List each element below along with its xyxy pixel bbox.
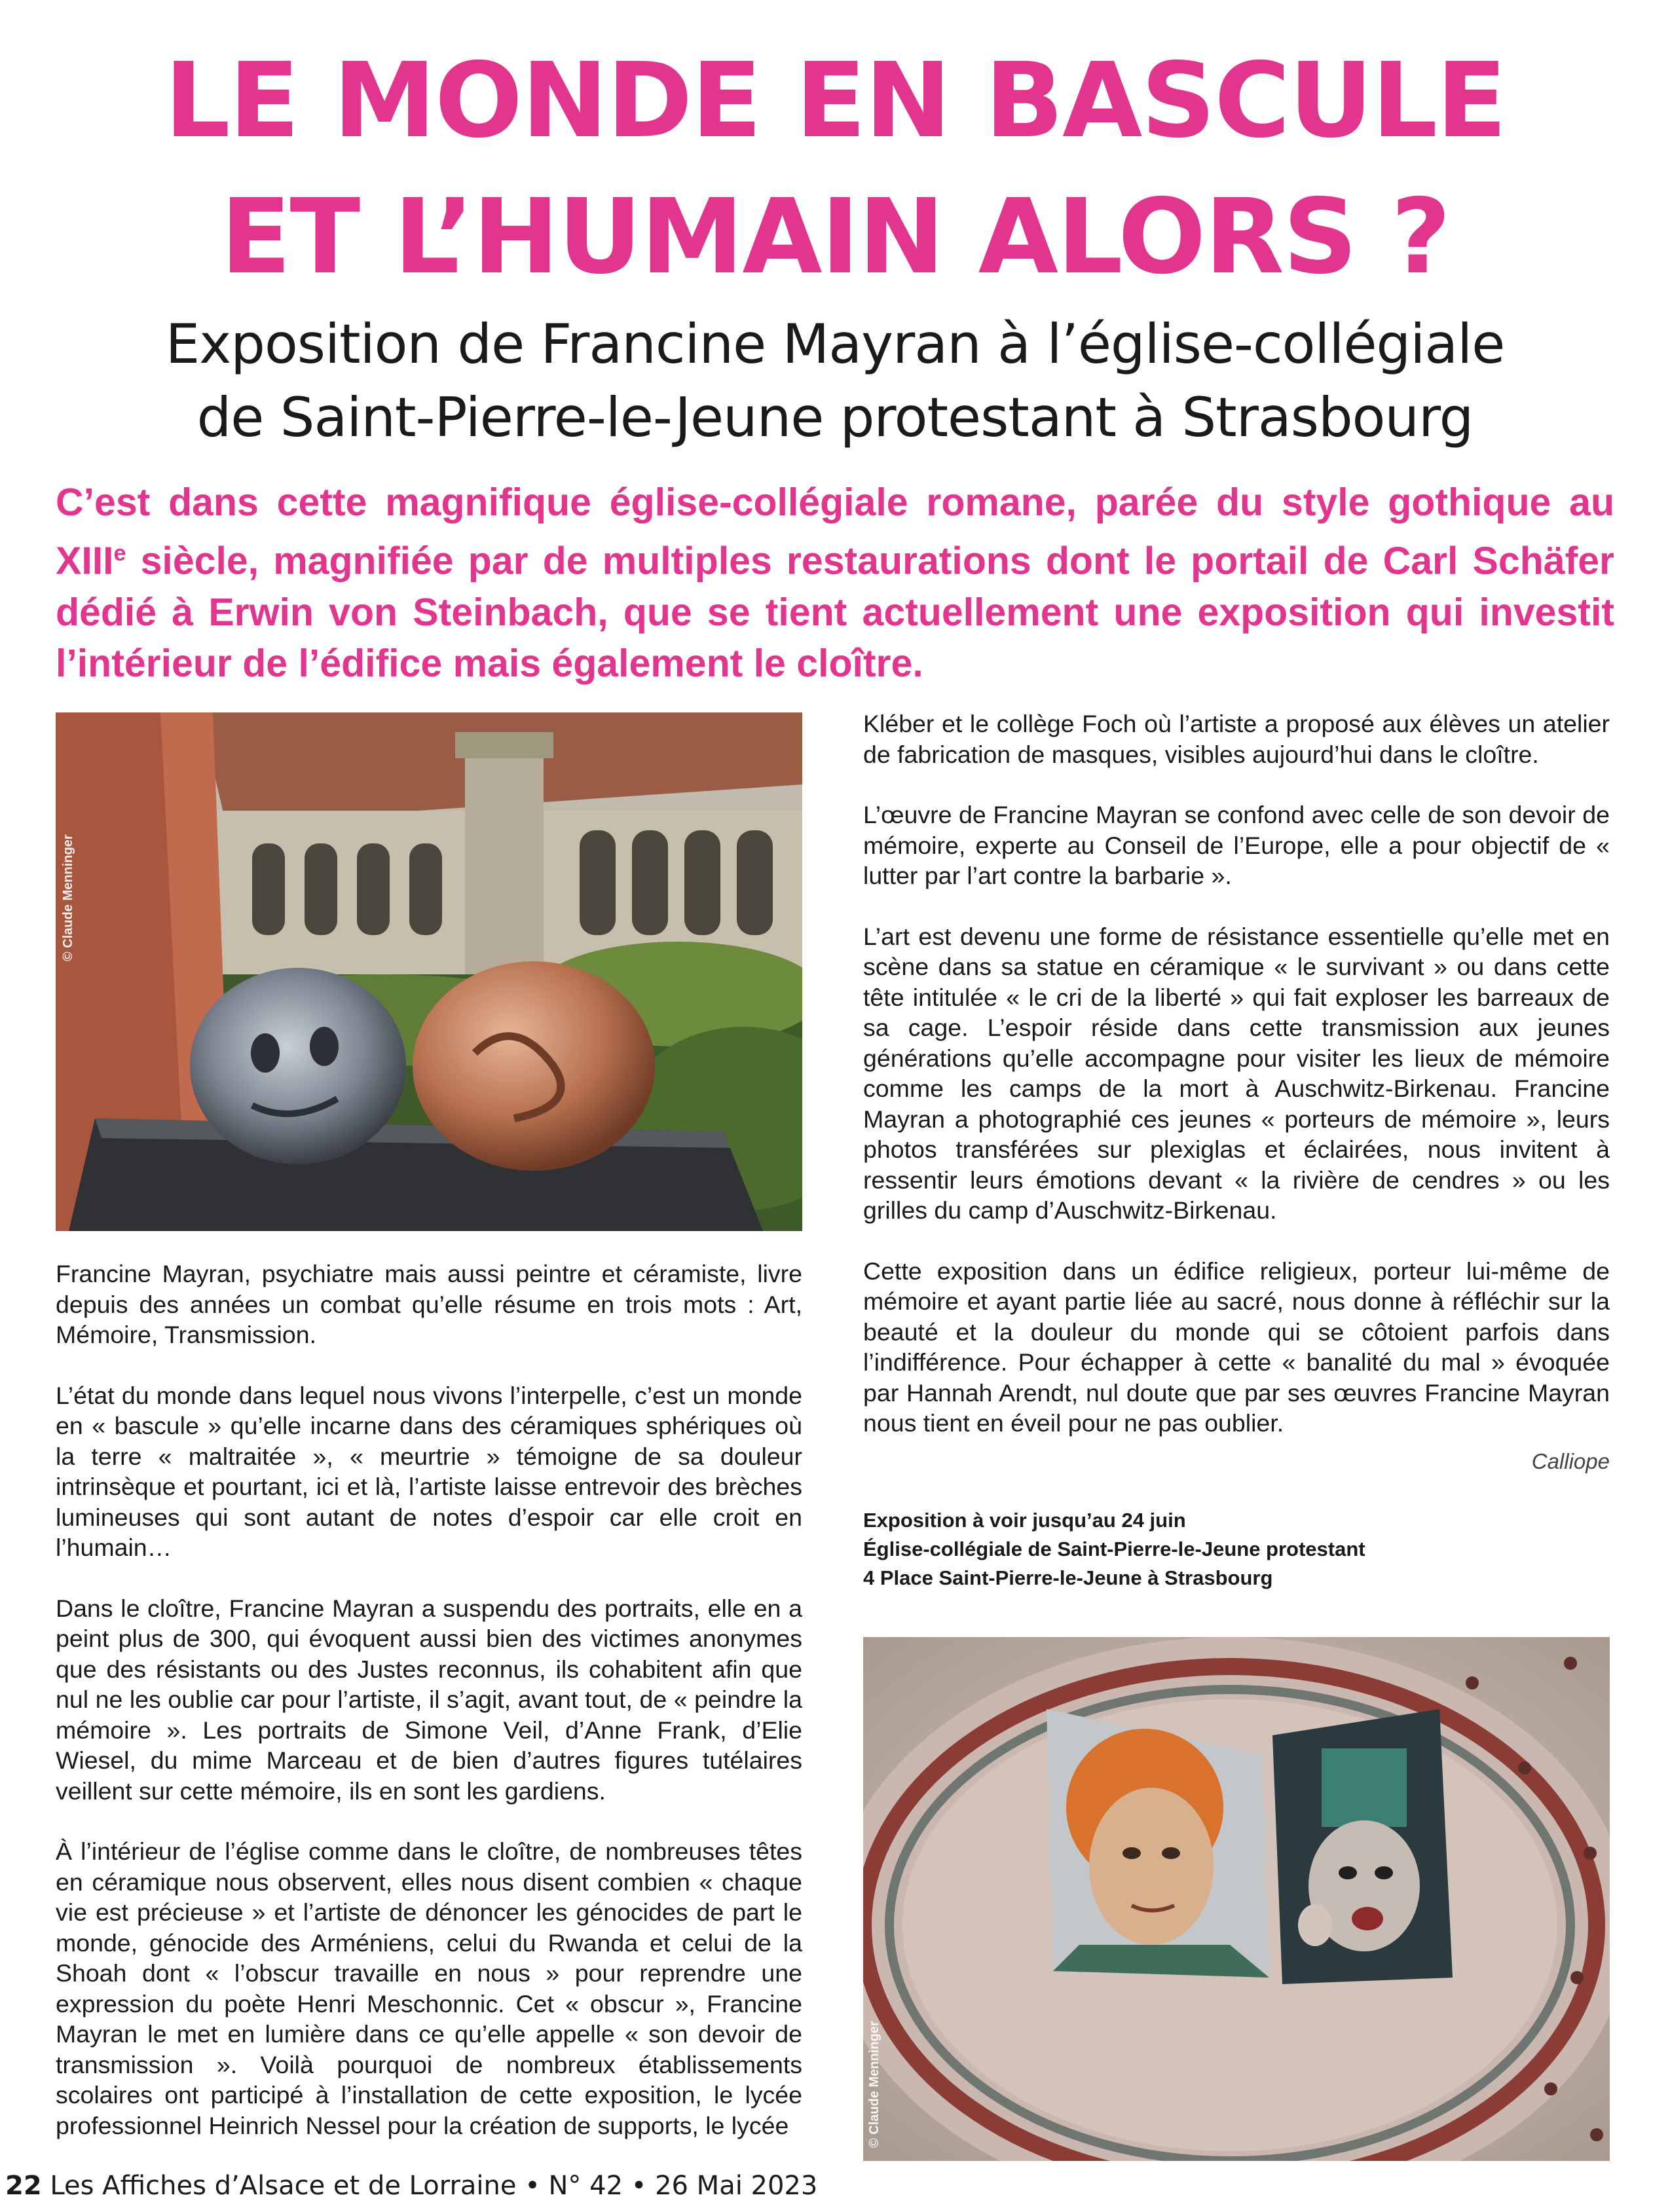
right-column <box>863 709 1610 1469</box>
info-line-1: Exposition à voir jusqu’au 24 juin <box>863 1509 1186 1532</box>
left-paragraph-1: Francine Mayran, psychiatre mais aussi peintre et céramiste, livre depuis des années un combat qu’elle résume en trois mots : Art, Mémoire, Transmission. <box>56 1260 802 1348</box>
cloister-photo-image <box>56 712 802 1231</box>
info-line-2: Église-collégiale de Saint-Pierre-le-Jeune protestant <box>863 1538 1365 1560</box>
title-line-2: ET L’HUMAIN ALORS ? <box>220 177 1450 297</box>
exhibition-info <box>863 1506 1610 1593</box>
portraits-photo <box>863 1637 1610 2161</box>
photo-credit-1: © Claude Menninger <box>61 834 75 961</box>
publication-info: Les Affiches d’Alsace et de Lorraine • N° 42 • 26 Mai 2023 <box>50 2171 818 2201</box>
photo-credit-2: © Claude Menninger <box>867 2021 881 2148</box>
subtitle-line-2: de Saint-Pierre-le-Jeune protestant à Strasbourg <box>196 386 1474 449</box>
left-paragraph-4: À l’intérieur de l’église comme dans le cloître, de nombreuses têtes en céramique nous observent, elles nous disent combien « chaque vie est précieuse » et l’artiste de dénoncer les génocides de part le monde, génocide des Arméniens, celui du Rwanda et celui de la Shoah dont « l’obscur travaille en nous » pour reprendre une expression du poète Henri Meschonnic. Cet « obscur », Francine Mayran le met en lumière dans ce qu’elle appelle « son devoir de transmission ». Voilà pourquoi de nombreux établissements scolaires ont participé à l’installation de cette exposition, le lycée professionnel Heinrich Nessel pour la création de supports, le lycée <box>56 1837 802 2139</box>
left-paragraph-3: Dans le cloître, Francine Mayran a suspendu des portraits, elle en a peint plus de 300, qui évoquent aussi bien des victimes anonymes que des résistants ou des Justes reconnus, ils cohabitent afin que nul ne les oublie car pour l’artiste, il s’agit, avant tout, de « peindre la mémoire ». Les portraits de Simone Veil, d’Anne Frank, d’Elie Wiesel, du mime Marceau et de bien d’autres figures tutélaires veillent sur cette mémoire, ils en sont les gardiens. <box>56 1594 802 1805</box>
lead-text-2: siècle, magnifiée par de multiples restaurations dont le portail de Carl Schäfer dédié à Erwin von Steinbach, que se tient actuellement une exposition qui investit l’intérieur de l’édifice mais également le cloître. <box>56 539 1614 685</box>
left-paragraph-2: L’état du monde dans lequel nous vivons l’interpelle, c’est un monde en « bascule » qu’elle incarne dans des céramiques sphériques où la terre « maltraitée », « meurtrie » témoigne de sa douleur intrinsèque et pourtant, ici et là, l’artiste laisse entrevoir des brèches lumineuses qui sont autant de notes d’espoir car elle croit en l’humain… <box>56 1381 802 1561</box>
lead-text-1: C’est dans cette magnifique église-collégiale romane, parée du style gothique au XIII <box>56 481 1614 583</box>
cloister-photo <box>56 712 802 1231</box>
lead-superscript: e <box>113 541 126 566</box>
right-paragraph-1: Kléber et le collège Foch où l’artiste a proposé aux élèves un atelier de fabrication de masques, visibles aujourd’hui dans le cloître. <box>863 710 1610 768</box>
left-column <box>56 1259 802 2171</box>
right-paragraph-3: L’art est devenu une forme de résistance essentielle qu’elle met en scène dans sa statue en céramique « le survivant » ou dans cette tête intitulée « le cri de la liberté » qui fait exploser les barreaux de sa cage. L’espoir réside dans cette transmission aux jeunes générations qu’elle accompagne pour visiter les lieux de mémoire comme les camps de la mort à Auschwitz-Birkenau. Francine Mayran a photographié ces jeunes « porteurs de mémoire », leurs photos transférées sur plexiglas et éclairées, nous invitent à ressentir leurs émotions devant « la rivière de cendres » ou les grilles du camp d’Auschwitz-Birkenau. <box>863 922 1610 1224</box>
info-line-3: 4 Place Saint-Pierre-le-Jeune à Strasbourg <box>863 1566 1273 1589</box>
page-number: 22 <box>5 2171 42 2201</box>
author-signature: Calliope <box>1531 1449 1610 1473</box>
right-paragraph-4: Cette exposition dans un édifice religieux, porteur lui-même de mémoire et ayant partie liée au sacré, nous donne à réfléchir sur la beauté et la douleur du monde qui se côtoient parfois dans l’indifférence. Pour échapper à cette « banalité du mal » évoquée par Hannah Arendt, nul doute que par ses œuvres Francine Mayran nous tient en éveil pour ne pas oublier. <box>863 1257 1610 1437</box>
right-paragraph-2: L’œuvre de Francine Mayran se confond avec celle de son devoir de mémoire, experte au Conseil de l’Europe, elle a pour objectif de « lutter par l’art contre la barbarie ». <box>863 801 1610 889</box>
lead-paragraph <box>56 477 1614 689</box>
page-footer <box>5 2171 817 2201</box>
title-line-1: LE MONDE EN BASCULE <box>164 41 1506 161</box>
subtitle-line-1: Exposition de Francine Mayran à l’église-collégiale <box>165 312 1505 376</box>
article-subtitle <box>0 308 1670 454</box>
article-title <box>0 33 1670 305</box>
portraits-photo-image <box>863 1637 1610 2161</box>
